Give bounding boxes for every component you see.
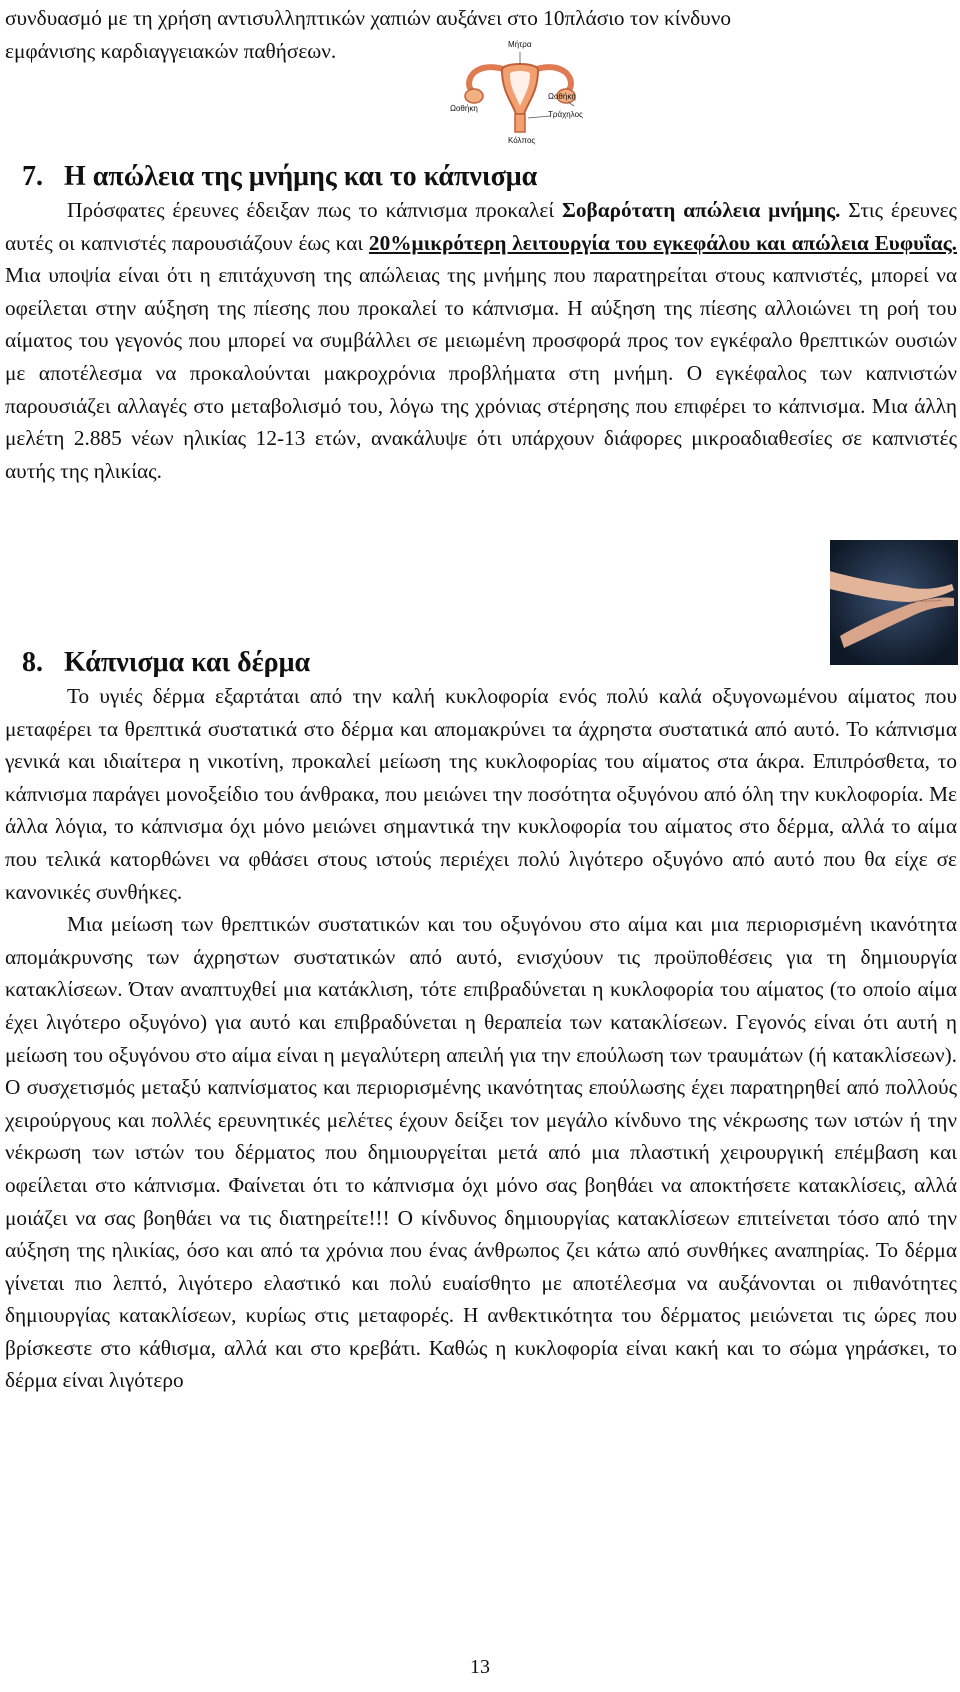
hands-photo — [830, 540, 958, 665]
label-uterus: Μήτρα — [508, 40, 532, 49]
section-8-number: 8. — [22, 647, 43, 678]
section-7-text-3: Μια υποψία είναι ότι η επιτάχυνση της απώλειας της μνήμης που παρατηρείται στους καπνιστές, μπορεί να οφείλεται στην αύξηση της πίεσης που προκαλεί το κάπνισμα. Η αύξηση της πίεσης αλλοιώνει τη ροή του αίματος του γεγονός που μπορεί να συμβάλλει σε μειωμένη προσφορά προς τον εγκέφαλο θρεπτικών ουσιών με αποτέλεσμα να προκαλούνται μακροχρόνια προβλήματα στη μνήμη. Ο εγκέφαλος των καπνιστών παρουσιάζει αλλαγές στο μεταβολισμό του, λόγω της χρόνιας στέρησης που επιφέρει το κάπνισμα. Μια άλλη μελέτη 2.885 νέων ηλικίας 12-13 ετών, ανακάλυψε ότι υπάρχουν διάφορες μικροαδιαθεσίες σε καπνιστές αυτής της ηλικίας. — [5, 263, 957, 483]
page-number: 13 — [470, 1656, 490, 1678]
label-ovary-left: Ωοθήκη — [450, 104, 478, 113]
section-8-paragraph-1: Το υγιές δέρμα εξαρτάται από την καλή κυκλοφορία ενός πολύ καλά οξυγονωμένου αίματος που μεταφέρει τα θρεπτικά συστατικά στο δέρμα και απομακρύνει τα άχρηστα συστατικά από αυτό. Το κάπνισμα γενικά και ιδιαίτερα η νικοτίνη, προκαλεί μείωση της κυκλοφορίας του αίματος στα άκρα. Επιπρόσθετα, το κάπνισμα παράγει μονοξείδιο του άνθρακα, που μειώνει την ποσότητα οξυγόνου από όλη την κυκλοφορία. Με άλλα λόγια, το κάπνισμα όχι μόνο μειώνει σημαντικά την κυκλοφορία του αίματος στο δέρμα, αλλά το αίμα που τελικά κατορθώνει να φθάσει στους ιστούς περιέχει πολύ λιγότερο οξυγόνο από αυτό που θα είχε σε κανονικές συνθήκες. — [5, 684, 957, 904]
section-7-number: 7. — [22, 161, 43, 192]
section-7-heading — [22, 160, 537, 194]
section-7-text-2: Στις έρευνες αυτές οι καπνιστές παρουσιάζουν έως και — [5, 198, 957, 255]
section-7-intro: Πρόσφατες έρευνες έδειξαν πως το κάπνισμα προκαλεί — [67, 198, 562, 222]
uterus-figure — [450, 40, 590, 146]
section-7-title: Η απώλεια της μνήμης και το κάπνισμα — [64, 161, 538, 192]
hands-photo-icon — [830, 540, 958, 665]
section-7-body — [5, 194, 957, 487]
label-vagina: Κόλπος — [508, 136, 536, 145]
section-7-bold-memory-loss: Σοβαρότατη απώλεια μνήμης. — [561, 198, 841, 222]
top-line-2: εμφάνισης καρδιαγγειακών παθήσεων. — [5, 38, 337, 63]
top-line-1: συνδυασμό με τη χρήση αντισυλληπτικών χαπιών αυξάνει στο 10πλάσιο τον κίνδυνο — [5, 6, 732, 30]
section-8-body — [5, 680, 957, 1397]
section-8-paragraph-2: Μια μείωση των θρεπτικών συστατικών και του οξυγόνου στο αίμα και μια περιορισμένη ικανότητα απομάκρυνσης των άχρηστων συστατικών από αυτό, ενισχύουν τις προϋποθέσεις για τη δημιουργία κατακλίσεων. Όταν αναπτυχθεί μια κατάκλιση, τότε επιβραδύνεται η κυκλοφορία του αίματος (το οποίο αίμα έχει λιγότερο οξυγόνο) για αυτό και επιβραδύνεται η θεραπεία των κατακλίσεων. Γεγονός είναι ότι αυτή η μείωση του οξυγόνου στο αίμα είναι η μεγαλύτερη απειλή για την επούλωση των τραυμάτων (ή κατακλίσεων). Ο συσχετισμός μεταξύ καπνίσματος και περιορισμένης ικανότητας επούλωσης έχει παρατηρηθεί από πολλούς χειρούργους και πολλές ερευνητικές μελέτες έχουν δείξει τον μεγάλο κίνδυνο της νέκρωσης των ιστών ή την νέκρωση των ιστών του δέρματος που δημιουργείται μετά από μια πλαστική χειρουργική επέμβαση και οφείλεται στο κάπνισμα. Φαίνεται ότι το κάπνισμα όχι μόνο σας βοηθάει να αποκτήσετε κατακλίσεις, αλλά μοιάζει να σας βοηθάει να τις διατηρείτε!!! Ο κίνδυνος δημιουργίας κατακλίσεων επιτείνεται τόσο από την αύξηση της ηλικίας, όσο και από τα χρόνια που ένας άνθρωπος ζει κάτω από συνθήκες αναπηρίας. Το δέρμα γίνεται πιο λεπτό, λιγότερο ελαστικό και πολύ ευαίσθητο με αποτέλεσμα να αυξάνονται οι πιθανότητες δημιουργίας κατακλίσεων, κυρίως στις μεταφορές. Η ανθεκτικότητα του δέρματος μειώνεται τις ώρες που βρίσκεστε στο κάθισμα, αλλά και στο κρεβάτι. Καθώς η κυκλοφορία είναι κακή και το σώμα γηράσκει, το δέρμα είναι λιγότερο — [5, 912, 957, 1393]
section-7-bold-brain-function: 20%μικρότερη λειτουργία του εγκεφάλου και απώλεια Ευφυΐας. — [368, 230, 958, 255]
section-8-heading — [22, 646, 310, 680]
section-7-paragraph — [5, 194, 957, 487]
label-cervix: Τράχηλος — [548, 110, 583, 119]
label-ovary-right: Ωοθήκη — [548, 92, 576, 101]
section-8-title: Κάπνισμα και δέρμα — [64, 647, 311, 678]
